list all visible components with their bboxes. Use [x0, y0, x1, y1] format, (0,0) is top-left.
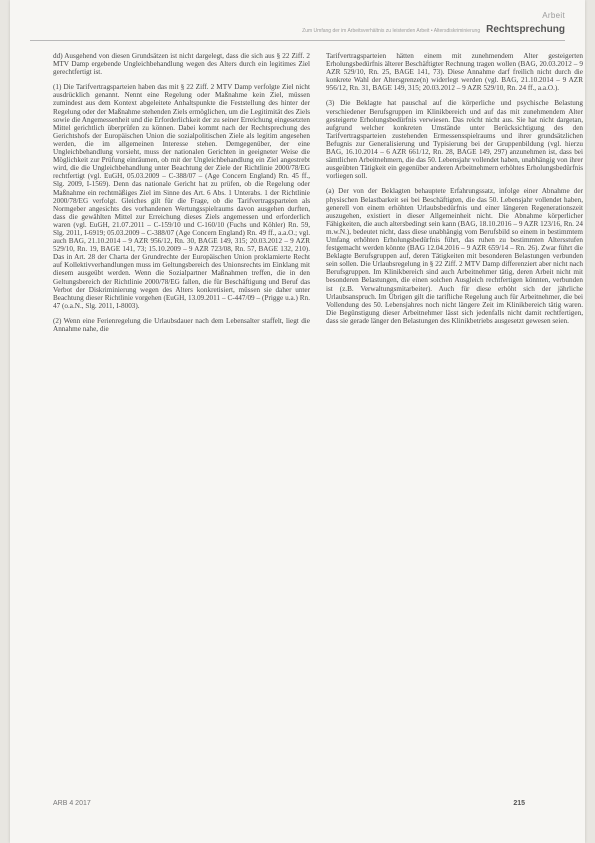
paragraph: Tarifvertragsparteien hätten einem mit zunehmendem Alter gesteigerten Erholungsbedürfnis älterer Beschäftigter Rechnung tragen wollen (BAG, 20.03.2012 – 9 AZR 529/10, Rn. 25, BAGE 141, 73). Diese Annahme darf freilich nicht durch die konkrete Wahl der Altersgrenze(n) widerlegt werden (vgl. BAG, 21.10.2014 – 9 AZR 956/12, Rn. 31, BAGE 149, 315; 20.03.2012 – 9 AZR 529/10, Rn. 24 ff., a.a.O.).: [326, 52, 583, 93]
header-subtitle: Zum Umfang der im Arbeitsverhältnis zu leistenden Arbeit • Altersdiskriminierung: [302, 28, 481, 34]
page-footer: [53, 800, 525, 807]
paragraph: (1) Die Tarifvertragsparteien haben das mit § 22 Ziff. 2 MTV Damp verfolgte Ziel nicht ausdrücklich genannt. Nennt eine Regelung oder Maßnahme kein Ziel, müssen zumindest aus dem Kontext abgeleitete Anhaltspunkte die Feststellung des hinter der Regelung oder der Maßnahme stehenden Ziels ermöglichen, um die Legitimität des Ziels sowie die Angemessenheit und die Erforderlichkeit der zu seiner Erreichung eingesetzten Mittel gerichtlich überprüfen zu können. Dabei kommt nach der Rechtsprechung des Gerichtshofs der Europäischen Union die sozialpolitischen Ziele als legitim angesehen werden, die im allgemeinen Interesse stehen. Demgegenüber, der eine Ungleichbehandlung vorsieht, muss der nationalen Gerichten in geeigneter Weise die Möglichkeit zur Prüfung einräumen, ob mit der Ungleichbehandlung ein Ziel angestrebt wird, die die Ungleichbehandlung unter Beachtung der Ziele der Richtlinie 2000/78/EG rechtfertigt (vgl. EuGH, 05.03.2009 – C-388/07 – (Age Concern England) Rn. 45 ff., Slg. 2009, I-1569). Denn das nationale Gericht hat zu prüfen, ob die Regelung oder Maßnahme ein rechtmäßiges Ziel im Sinne des Art. 6 Abs. 1 Unterabs. 1 der Richtlinie 2000/78/EG verfolgt. Gleiches gilt für die Frage, ob die Tarifvertragsparteien als Normgeber angesichts des vorhandenen Wertungsspielraums davon ausgehen durften, dass die gewählten Mittel zur Erreichung dieses Ziels angemessen und erforderlich waren (vgl. EuGH, 21.07.2011 – C-159/10 und C-160/10 (Fuchs und Köhler) Rn. 59, Slg. 2011, I-6919; 05.03.2009 – C-388/07 (Age Concern England) Rn. 49 ff., a.a.O.; vgl. auch BAG, 21.10.2014 – 9 AZR 956/12, Rn. 30, BAGE 149, 315; 20.03.2012 – 9 AZR 529/10, Rn. 19, BAGE 141, 73; 15.10.2009 – 9 AZR 723/08, Rn. 57, BAGE 132, 210). Das in Art. 28 der Charta der Grundrechte der Europäischen Union proklamierte Recht auf Kollektivverhandlungen muss im Geltungsbereich des Unionsrechts im Einklang mit diesem ausgeübt werden. Wenn die Sozialpartner Maßnahmen treffen, die in den Geltungsbereich der Richtlinie 2000/78/EG fallen, die für Beschäftigung und Beruf das Verbot der Diskriminierung wegen des Alters konkretisiert, müssen sie daher unter Beachtung dieser Richtlinie vorgehen (EuGH, 13.09.2011 – C-447/09 – (Prigge u.a.) Rn. 47 (o.a.N., Slg. 2011, I-8003).: [53, 83, 310, 310]
header-rule: [30, 40, 565, 41]
document-page: [10, 0, 585, 843]
running-header: [180, 24, 565, 38]
journal-issue: ARB 4 2017: [53, 800, 91, 807]
paragraph: (3) Die Beklagte hat pauschal auf die körperliche und psychische Belastung verschiedener Berufsgruppen im Klinikbereich und auf das mit zunehmendem Alter gesteigerte Erholungsbedürfnis verwiesen. Das reicht nicht aus. Sie hat nicht dargetan, aufgrund welcher konkreten Umstände unter Berücksichtigung des den Tarifvertragsparteien zustehenden Ermessensspielraums und ihrer grundsätzlichen Befugnis zur Generalisierung und Typisierung bei der Gruppenbildung (vgl. hierzu BAG, 16.10.2014 – 6 AZR 661/12, Rn. 28, BAGE 149, 297) anzunehmen ist, dass bei sämtlichen Arbeitnehmern, die das 50. Lebensjahr vollendet haben, unabhängig von ihrer ausgeübten Tätigkeit ein gegenüber anderen Arbeitnehmern erhöhtes Erholungsbedürfnis vorliegen soll.: [326, 99, 583, 181]
right-column: [326, 52, 583, 332]
left-column: [53, 52, 310, 340]
paragraph: (a) Der von der Beklagten behauptete Erfahrungssatz, infolge einer Abnahme der physischen Belastbarkeit sei bei Beschäftigten, die das 50. Lebensjahr vollendet haben, generell von einem erhöhten Urlaubsbedürfnis und einer längeren Regenerationszeit auszugehen, existiert in dieser Allgemeinheit nicht. Die Abnahme körperlicher Fähigkeiten, die auch altersbedingt sein kann (BAG, 18.10.2016 – 9 AZR 123/16, Rn. 24 m.w.N.), bedeutet nicht, dass diese unabhängig vom Berufsbild so einem in bestimmtem Umfang erhöhten Erholungsbedürfnis führt, das ruhen zu bestimmten Altersstufen festgemacht werden könnte (BAG 12.04.2016 – 9 AZR 659/14 – Rn. 26). Zwar führt die Beklagte Berufsgruppen auf, deren Tätigkeiten mit besonderen Belastungen verbunden sein sollen. Die Urlaubsregelung in § 22 Ziff. 2 MTV Damp differenziert aber nicht nach Berufsgruppen. Im Klinikbereich sind auch Arbeitnehmer tätig, deren Arbeit nicht mit besonderen Belastungen, die einen solchen Ausgleich rechtfertigen könnten, verbunden ist (z.B. Verwaltungsmitarbeiter). Auch für diese erhöht sich der jährliche Urlaubsanspruch. Im Übrigen gilt die tarifliche Regelung auch für Arbeitnehmer, die bei Vollendung des 50. Lebensjahres noch nicht längere Zeit im Klinikbereich tätig waren. Die Begünstigung dieser Arbeitnehmer lässt sich jedenfalls nicht damit rechtfertigen, dass sie gerade länger den Belastungen des Klinikbetriebs ausgesetzt gewesen seien.: [326, 187, 583, 325]
paragraph: (2) Wenn eine Ferienregelung die Urlaubsdauer nach dem Lebensalter staffelt, liegt die Annahme nahe, die: [53, 316, 310, 333]
paragraph: dd) Ausgehend von diesen Grundsätzen ist nicht dargelegt, dass die sich aus § 22 Ziff. 2 MTV Damp ergebende Ungleichbehandlung wegen des Alters durch ein legitimes Ziel gerechtfertigt ist.: [53, 52, 310, 77]
header-title: Rechtsprechung: [486, 24, 565, 35]
section-tag: Arbeit: [542, 11, 565, 20]
page-number: 215: [513, 800, 525, 807]
